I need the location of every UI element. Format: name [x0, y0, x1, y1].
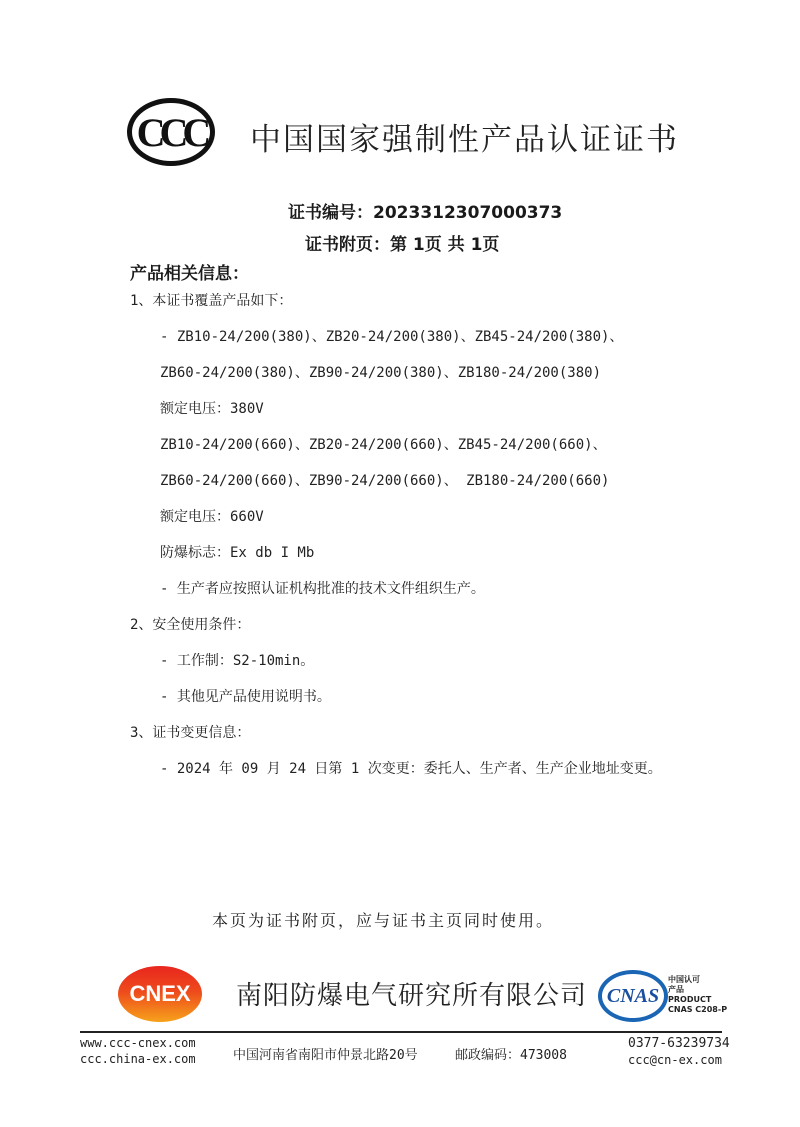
cnas-mark-text [668, 975, 727, 1015]
list-item: - ZB10-24/200(380)、ZB20-24/200(380)、ZB45-24/200(380)、 [160, 329, 624, 345]
document-title: 中国国家强制性产品认证证书 [250, 122, 679, 158]
address: 中国河南省南阳市仲景北路20号 [233, 1048, 418, 1063]
cnex-logo [118, 966, 202, 1022]
footer-divider [80, 1031, 722, 1033]
ccc-logo-text: CCC [136, 109, 206, 155]
cnas-line: 产品 [668, 985, 684, 994]
list-item: - 生产者应按照认证机构批准的技术文件组织生产。 [160, 581, 485, 597]
list-item: 额定电压：380V [160, 401, 264, 417]
list-item: - 其他见产品使用说明书。 [160, 689, 331, 705]
list-item: 防爆标志：Ex db I Mb [160, 545, 315, 561]
postcode: 邮政编码：473008 [455, 1048, 567, 1063]
usage-note: 本页为证书附页，应与证书主页同时使用。 [212, 911, 555, 930]
attached-page-info: 证书附页：第 1页 共 1页 [305, 235, 500, 255]
cnas-logo-text: CNAS [606, 984, 660, 1007]
cnas-logo [598, 970, 668, 1022]
list-item: 2、安全使用条件： [130, 617, 251, 633]
company-name: 南阳防爆电气研究所有限公司 [236, 981, 588, 1011]
list-item: 3、证书变更信息： [130, 725, 251, 741]
cnas-line: 中国认可 [668, 975, 700, 984]
list-item: 额定电压：660V [160, 509, 264, 525]
list-item: ZB60-24/200(660)、ZB90-24/200(660)、 ZB180-24/200(660) [160, 473, 610, 489]
website-1: www.ccc-cnex.com [80, 1036, 196, 1050]
list-item: - 2024 年 09 月 24 日第 1 次变更：委托人、生产者、生产企业地址变更。 [160, 761, 662, 777]
list-item: ZB60-24/200(380)、ZB90-24/200(380)、ZB180-24/200(380) [160, 365, 602, 381]
list-item: ZB10-24/200(660)、ZB20-24/200(660)、ZB45-24/200(660)、 [160, 437, 607, 453]
website-2: ccc.china-ex.com [80, 1052, 196, 1066]
certificate-number: 证书编号：2023312307000373 [288, 203, 563, 223]
phone: 0377-63239734 [628, 1036, 730, 1051]
list-item: - 工作制：S2-10min。 [160, 653, 315, 669]
email: ccc@cn-ex.com [628, 1053, 722, 1067]
cnas-line: CNAS C208-P [668, 1005, 728, 1014]
cnex-logo-text: CNEX [129, 981, 191, 1006]
section-title: 产品相关信息： [130, 264, 249, 284]
ccc-logo [127, 98, 215, 166]
cnas-line: PRODUCT [668, 995, 712, 1004]
list-item: 1、本证书覆盖产品如下： [130, 293, 293, 309]
